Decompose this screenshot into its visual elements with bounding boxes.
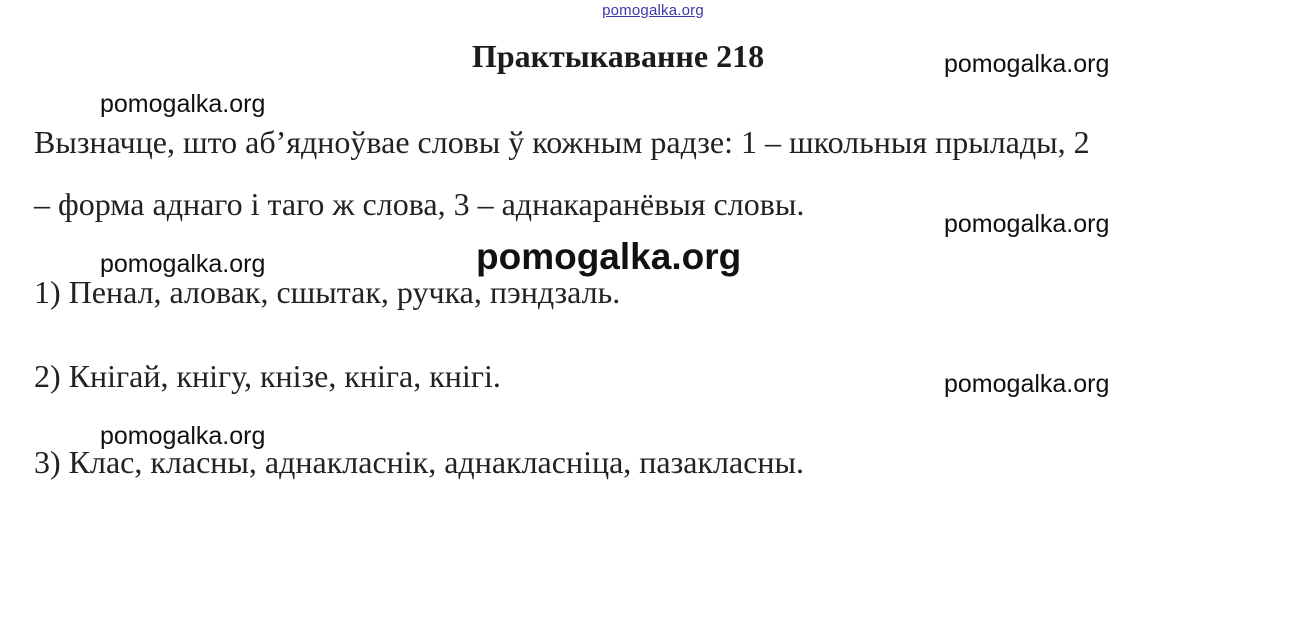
row-1: 1) Пенал, аловак, сшытак, ручка, пэндзаль.	[34, 274, 621, 310]
exercise-title: Практыкаванне 218	[471, 38, 765, 74]
watermark: pomogalka.org	[100, 422, 266, 450]
center-watermark: pomogalka.org	[476, 236, 742, 277]
watermark: pomogalka.org	[100, 250, 266, 278]
watermark: pomogalka.org	[944, 50, 1110, 78]
site-link[interactable]: pomogalka.org	[602, 2, 704, 19]
row-3: 3) Клас, класны, аднакласнік, аднакласніца, пазакласны.	[34, 444, 805, 480]
instruction-line-2: – форма аднаго і таго ж слова, 3 – аднакаранёвыя словы.	[34, 186, 805, 222]
watermark: pomogalka.org	[944, 370, 1110, 398]
instruction-line-1: Вызначце, што аб’ядноўвае словы ў кожным радзе: 1 – школьныя прылады, 2	[34, 124, 1090, 160]
watermark: pomogalka.org	[100, 90, 266, 118]
row-2: 2) Кнігай, кнігу, кнізе, кніга, кнігі.	[34, 358, 501, 394]
watermark: pomogalka.org	[944, 210, 1110, 238]
